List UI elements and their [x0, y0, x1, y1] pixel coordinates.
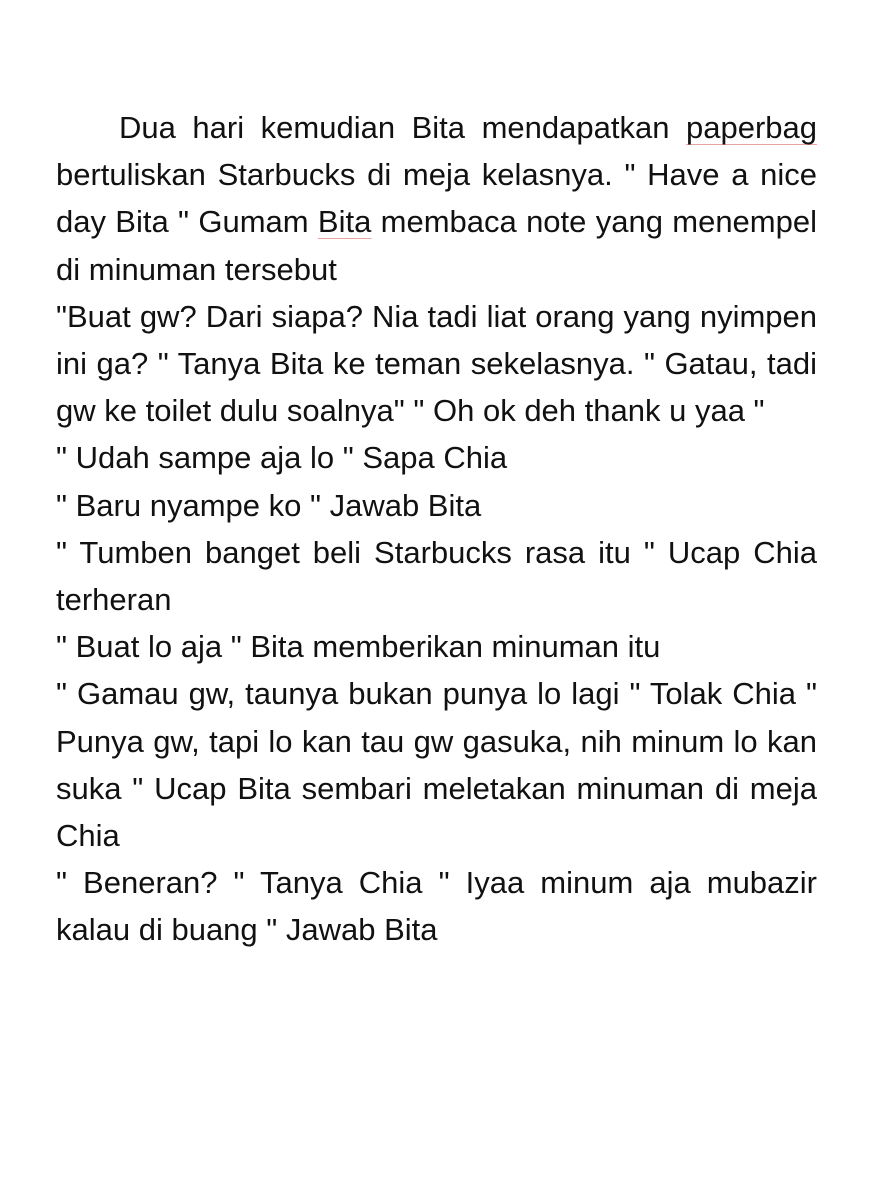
text-segment: membaca note yang menempel di minuman tersebut — [56, 204, 817, 287]
paragraph-3: " Udah sampe aja lo " Sapa Chia — [56, 440, 508, 476]
paragraph-7: " Gamau gw, taunya bukan punya lo lagi " Tolak Chia " Punya gw, tapi lo kan tau gw gasuka, nih minum lo kan suka " Ucap Bita sembari meletakan minuman di meja Chia — [56, 676, 817, 854]
paragraph-8: " Beneran? " Tanya Chia " Iyaa minum aja mubazir kalau di buang " Jawab Bita — [56, 865, 817, 948]
paragraph-2: "Buat gw? Dari siapa? Nia tadi liat orang yang nyimpen ini ga? " Tanya Bita ke teman sekelasnya. " Gatau, tadi gw ke toilet dulu soalnya" " Oh ok deh thank u yaa " — [56, 298, 817, 429]
spellcheck-underlined-word: paperbag — [685, 110, 817, 145]
paragraph-4: " Baru nyampe ko " Jawab Bita — [56, 487, 482, 523]
document-page — [56, 104, 817, 954]
spellcheck-underlined-word: Bita — [317, 204, 372, 240]
text-segment: Dua hari kemudian Bita mendapatkan — [119, 110, 686, 145]
paragraph-1 — [56, 104, 817, 293]
paragraph-5: " Tumben banget beli Starbucks rasa itu " Ucap Chia terheran — [56, 534, 817, 618]
text-segment: bertuliskan Starbucks di meja kelasnya. " Have a nice day Bita " Gumam — [56, 157, 817, 240]
paragraph-6: " Buat lo aja " Bita memberikan minuman itu — [56, 629, 661, 665]
